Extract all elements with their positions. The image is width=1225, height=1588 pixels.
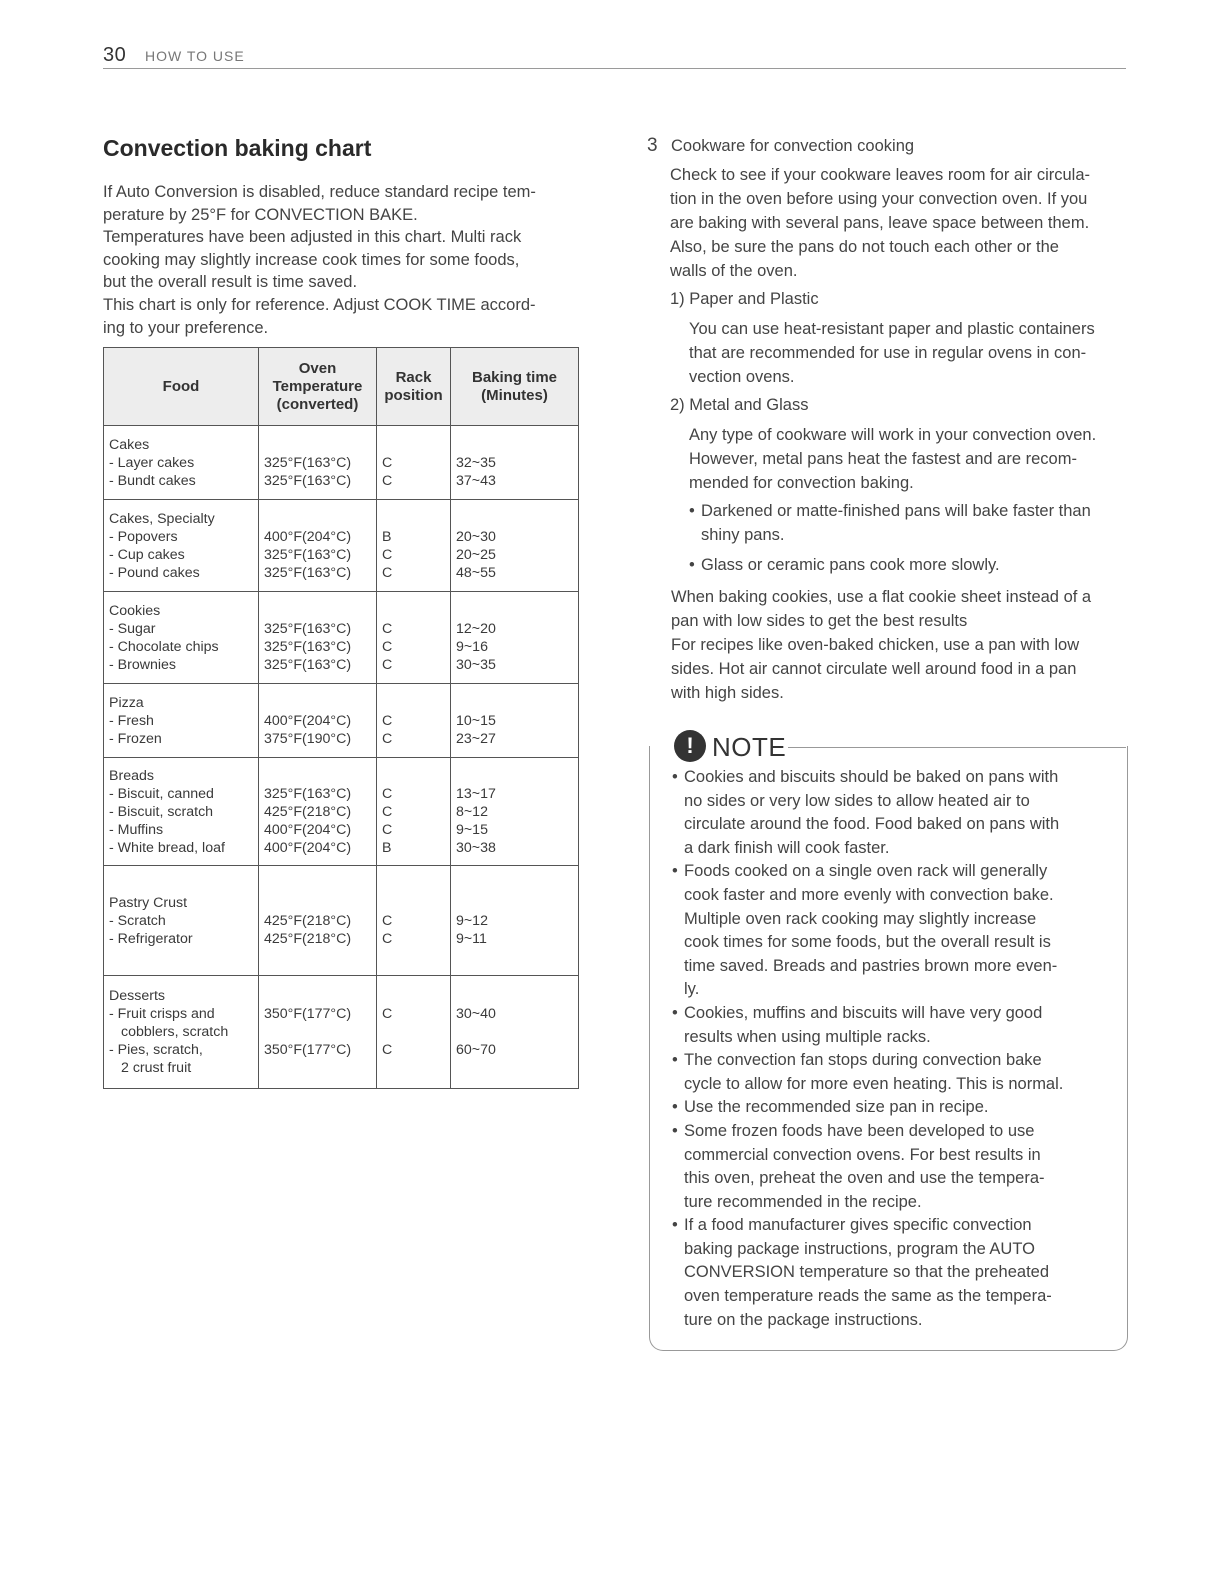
rack-cell: C C — [377, 866, 451, 976]
convection-baking-table — [103, 347, 579, 1089]
text-line: When baking cookies, use a flat cookie sheet instead of a — [671, 588, 1092, 606]
time-cell: 32~35 37~43 — [451, 426, 579, 500]
temperature-cell: 325°F(163°C) 325°F(163°C) 325°F(163°C) — [259, 592, 377, 684]
food-cell: Cakes - Layer cakes - Bundt cakes — [104, 426, 259, 500]
temperature-cell: 325°F(163°C) 425°F(218°C) 400°F(204°C) 400°F(204°C) — [259, 758, 377, 866]
bullet-icon: • — [672, 1003, 678, 1022]
bullet-icon: • — [672, 1216, 678, 1235]
text-line: walls of the oven. — [670, 262, 798, 280]
chart-title: Convection baking chart — [103, 135, 372, 161]
note-divider — [788, 747, 1126, 748]
check-paragraph — [670, 163, 1130, 283]
note-item: • If a food manufacturer gives specific convection baking package instructions, program the AUTO CONVERSION temperature so that the preheated oven temperature reads the same as the tempera- ture on the package instructions. — [672, 1216, 1052, 1329]
temperature-cell: 400°F(204°C) 375°F(190°C) — [259, 684, 377, 758]
note-list — [672, 766, 1112, 1332]
paper-plastic-paragraph — [689, 317, 1129, 389]
bullet-icon: • — [689, 556, 695, 574]
text-line: that are recommended for use in regular ovens in con- — [689, 344, 1087, 362]
metal-glass-paragraph — [689, 423, 1129, 495]
header-baking-time: Baking time (Minutes) — [451, 348, 579, 426]
food-cell: Pizza - Fresh - Frozen — [104, 684, 259, 758]
bullet-glass-pans — [689, 553, 1129, 577]
time-cell: 30~40 60~70 — [451, 976, 579, 1089]
item-title: Cookware for convection cooking — [671, 137, 915, 155]
time-cell: 9~12 9~11 — [451, 866, 579, 976]
note-label: NOTE — [712, 732, 787, 762]
temperature-cell: 350°F(177°C) 350°F(177°C) — [259, 976, 377, 1089]
intro-line: ing to your preference. — [103, 318, 269, 337]
temperature-cell: 325°F(163°C) 325°F(163°C) — [259, 426, 377, 500]
text-line: For recipes like oven-baked chicken, use a pan with low — [671, 636, 1080, 654]
text-line: mended for convection baking. — [689, 474, 914, 492]
header-temperature: Oven Temperature (converted) — [259, 348, 377, 426]
bullet-darkened-pans — [689, 499, 1129, 547]
food-cell: Breads - Biscuit, canned - Biscuit, scratch - Muffins - White bread, loaf — [104, 758, 259, 866]
rack-cell: C C — [377, 684, 451, 758]
table-row — [104, 592, 579, 684]
subheading-metal-glass: 2) Metal and Glass — [670, 396, 809, 414]
item-number: 3 — [647, 135, 658, 156]
table-row — [104, 500, 579, 592]
intro-line: If Auto Conversion is disabled, reduce standard recipe tem- — [103, 183, 536, 201]
page-number: 30 — [103, 44, 127, 66]
food-cell: Desserts - Fruit crisps and cobblers, scratch - Pies, scratch, 2 crust fruit — [104, 976, 259, 1089]
note-item: • The convection fan stops during convection bake cycle to allow for more even heating. This is normal. — [672, 1051, 1064, 1093]
table-row — [104, 684, 579, 758]
text-line: However, metal pans heat the fastest and are recom- — [689, 450, 1077, 468]
text-line: vection ovens. — [689, 368, 795, 386]
text-line: You can use heat-resistant paper and plastic containers — [689, 320, 1095, 338]
text-line: shiny pans. — [701, 526, 785, 544]
time-cell: 13~17 8~12 9~15 30~38 — [451, 758, 579, 866]
note-item: • Some frozen foods have been developed to use commercial convection ovens. For best results in this oven, preheat the oven and use the tempera- ture recommended in the recipe. — [672, 1121, 1045, 1211]
table-row — [104, 976, 579, 1089]
note-item: • Use the recommended size pan in recipe. — [672, 1096, 1112, 1120]
intro-line: perature by 25°F for CONVECTION BAKE. — [103, 205, 418, 224]
note-item: • Foods cooked on a single oven rack will generally cook faster and more evenly with convection bake. Multiple oven rack cooking may slightly increase cook times for some foods, but the overall result is time saved. Breads and pastries brown more even- ly. — [672, 862, 1058, 999]
table-row — [104, 866, 579, 976]
temperature-cell: 425°F(218°C) 425°F(218°C) — [259, 866, 377, 976]
closing-paragraph — [671, 585, 1126, 705]
section-title: HOW TO USE — [145, 48, 245, 64]
bullet-icon: • — [672, 1098, 678, 1117]
food-cell: Pastry Crust - Scratch - Refrigerator — [104, 866, 259, 976]
time-cell: 12~20 9~16 30~35 — [451, 592, 579, 684]
rack-cell: C C — [377, 976, 451, 1089]
header-food: Food — [104, 348, 259, 426]
time-cell: 20~30 20~25 48~55 — [451, 500, 579, 592]
bullet-icon: • — [672, 862, 678, 881]
bullet-icon: • — [672, 1051, 678, 1070]
intro-text — [103, 181, 583, 339]
rack-cell: C C C B — [377, 758, 451, 866]
page-header — [103, 44, 1126, 69]
note-item: • Cookies, muffins and biscuits will have very good results when using multiple racks. — [672, 1003, 1043, 1046]
intro-line: Temperatures have been adjusted in this chart. Multi rack — [103, 228, 522, 247]
text-line: Check to see if your cookware leaves room for air circula- — [670, 166, 1090, 184]
subheading-paper-plastic: 1) Paper and Plastic — [670, 290, 819, 308]
temperature-cell: 400°F(204°C) 325°F(163°C) 325°F(163°C) — [259, 500, 377, 592]
intro-line: but the overall result is time saved. — [103, 273, 358, 292]
table-header-row — [104, 348, 579, 426]
text-line: sides. Hot air cannot circulate well around food in a pan — [671, 660, 1077, 678]
table-row — [104, 426, 579, 500]
note-item: • Cookies and biscuits should be baked on pans with no sides or very low sides to allow heated air to circulate around the food. Food baked on pans with a dark finish will cook faster. — [672, 768, 1060, 857]
bullet-icon: • — [672, 1121, 678, 1140]
time-cell: 10~15 23~27 — [451, 684, 579, 758]
bullet-icon: • — [672, 768, 678, 786]
food-cell: Cookies - Sugar - Chocolate chips - Brownies — [104, 592, 259, 684]
table-row — [104, 758, 579, 866]
text-line: are baking with several pans, leave space between them. — [670, 214, 1090, 232]
rack-cell: B C C — [377, 500, 451, 592]
text-line: tion in the oven before using your convection oven. If you — [670, 190, 1088, 208]
intro-line: This chart is only for reference. Adjust COOK TIME accord- — [103, 295, 536, 314]
text-line: Darkened or matte-finished pans will bake faster than — [701, 502, 1091, 520]
rack-cell: C C — [377, 426, 451, 500]
text-line: with high sides. — [671, 684, 784, 702]
bullet-icon: • — [689, 502, 695, 520]
header-rack-position: Rack position — [377, 348, 451, 426]
text-line: Glass or ceramic pans cook more slowly. — [701, 556, 1000, 574]
exclamation-circle-icon: ! — [674, 730, 706, 762]
text-line: Any type of cookware will work in your convection oven. — [689, 426, 1097, 444]
rack-cell: C C C — [377, 592, 451, 684]
intro-line: cooking may slightly increase cook times for some foods, — [103, 250, 520, 269]
text-line: Also, be sure the pans do not touch each other or the — [670, 238, 1059, 256]
food-cell: Cakes, Specialty - Popovers - Cup cakes - Pound cakes — [104, 500, 259, 592]
text-line: pan with low sides to get the best results — [671, 612, 968, 630]
